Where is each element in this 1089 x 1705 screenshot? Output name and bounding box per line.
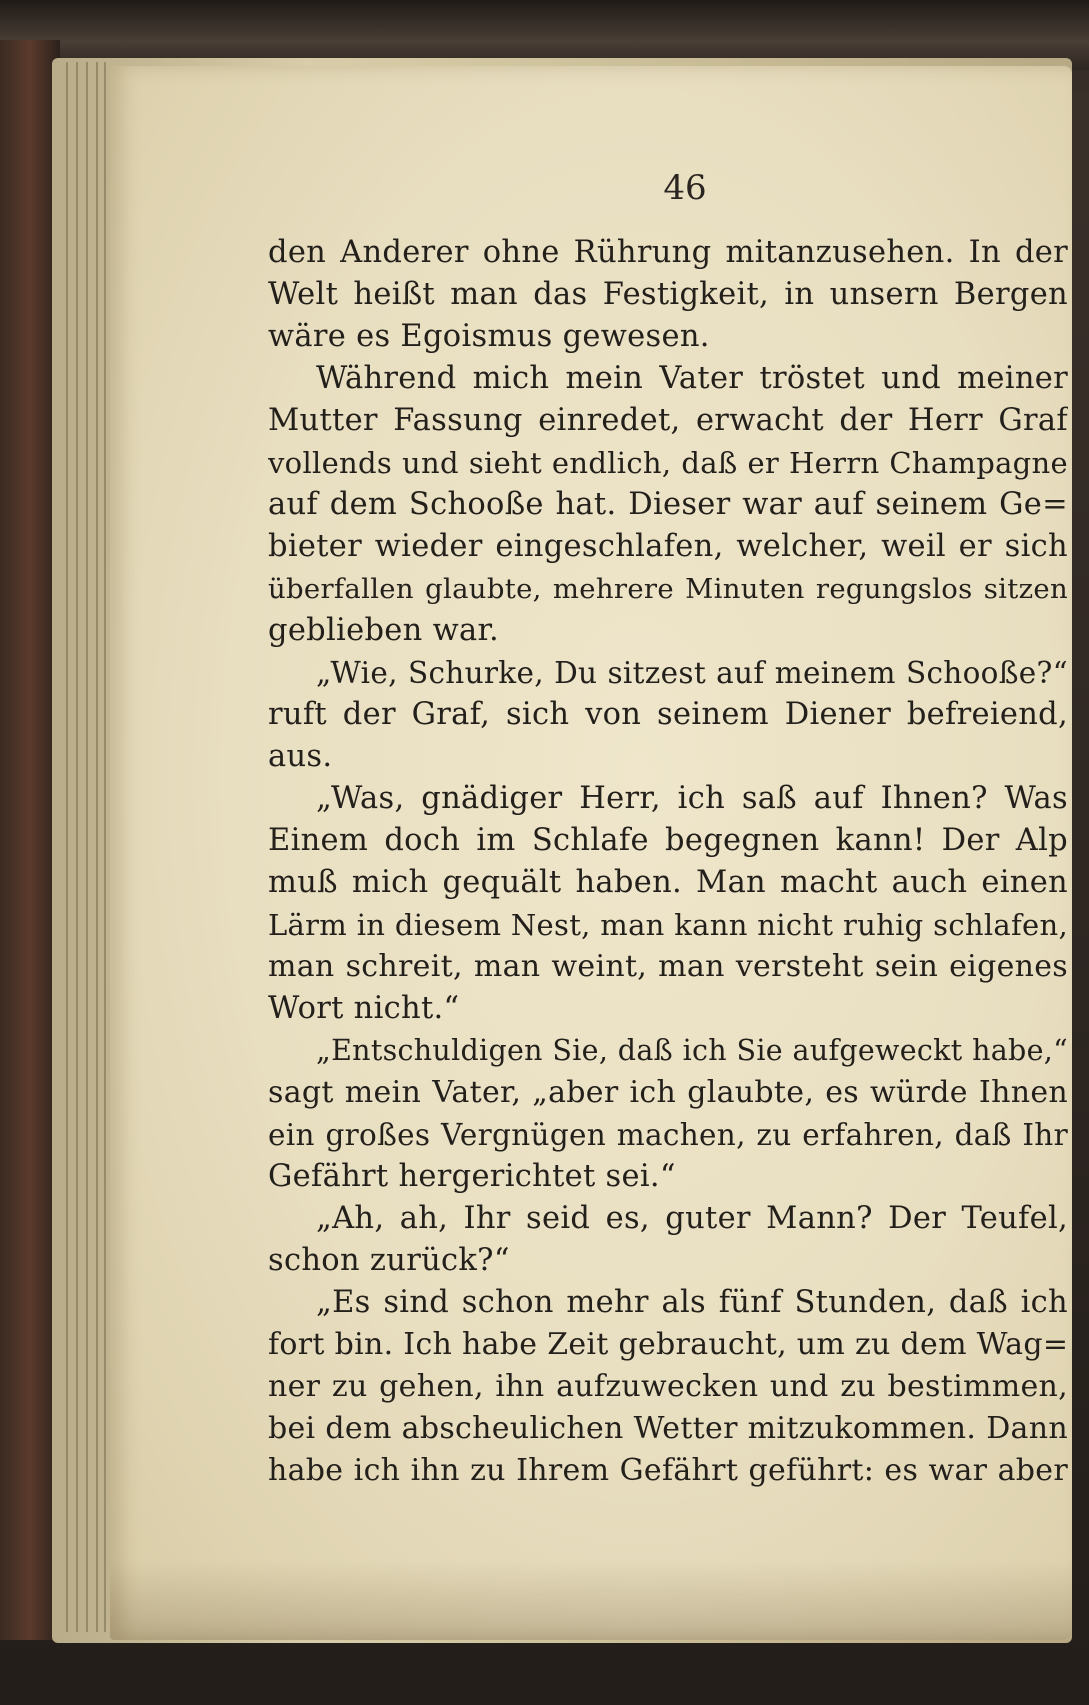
- page-edge-line: [104, 62, 106, 1632]
- text-line: geblieben war.: [268, 613, 499, 648]
- text-line: Wort nicht.“: [268, 991, 460, 1026]
- page-edge-line: [66, 62, 68, 1632]
- text-line: ner zu gehen, ihn aufzuwecken und zu bestimmen,: [268, 1369, 1068, 1404]
- cover-spine-edge: [0, 40, 60, 1640]
- text-line: Lärm in diesem Nest, man kann nicht ruhig schlafen,: [268, 908, 1068, 942]
- text-line: Mutter Fassung einredet, erwacht der Herr Graf: [268, 403, 1068, 438]
- page-number: 46: [663, 168, 707, 208]
- page-bottom-shadow: [110, 1560, 1072, 1640]
- text-line: habe ich ihn zu Ihrem Gefährt geführt: es war aber: [268, 1453, 1068, 1488]
- text-line: man schreit, man weint, man versteht sein eigenes: [268, 949, 1068, 984]
- text-line: vollends und sieht endlich, daß er Herrn Champagne: [268, 446, 1068, 480]
- text-line: Während mich mein Vater tröstet und meiner: [316, 361, 1068, 396]
- text-line: muß mich gequält haben. Man macht auch einen: [268, 865, 1068, 900]
- text-line: „Ah, ah, Ihr seid es, guter Mann? Der Teufel,: [316, 1201, 1068, 1236]
- text-line: aus.: [268, 739, 333, 774]
- text-line: Welt heißt man das Festigkeit, in unsern Bergen: [268, 277, 1068, 312]
- text-line: „Was, gnädiger Herr, ich saß auf Ihnen? Was: [316, 781, 1068, 816]
- text-line: „Es sind schon mehr als fünf Stunden, daß ich: [316, 1285, 1068, 1320]
- text-line: Gefährt hergerichtet sei.“: [268, 1159, 676, 1194]
- text-line: „Entschuldigen Sie, daß ich Sie aufgeweckt habe,“: [316, 1034, 1068, 1067]
- text-line: fort bin. Ich habe Zeit gebraucht, um zu dem Wag=: [268, 1327, 1068, 1362]
- page-edge-line: [76, 62, 78, 1632]
- text-line: überfallen glaubte, mehrere Minuten regungslos sitzen: [268, 573, 1068, 605]
- page-edge-line: [86, 62, 88, 1632]
- page-text: [268, 232, 1068, 1492]
- text-line: Einem doch im Schlafe begegnen kann! Der Alp: [268, 823, 1068, 858]
- text-line: sagt mein Vater, „aber ich glaubte, es würde Ihnen: [268, 1075, 1068, 1110]
- text-line: bieter wieder eingeschlafen, welcher, weil er sich: [268, 529, 1068, 564]
- text-line: ruft der Graf, sich von seinem Diener befreiend,: [268, 697, 1068, 732]
- text-line: schon zurück?“: [268, 1243, 510, 1278]
- text-line: ein großes Vergnügen machen, zu erfahren, daß Ihr: [268, 1118, 1068, 1152]
- text-line: wäre es Egoismus gewesen.: [268, 319, 710, 354]
- text-line: „Wie, Schurke, Du sitzest auf meinem Schooße?“: [316, 656, 1068, 690]
- text-line: auf dem Schooße hat. Dieser war auf seinem Ge=: [268, 487, 1068, 522]
- page-edge-line: [96, 62, 98, 1632]
- text-line: den Anderer ohne Rührung mitanzusehen. In der: [268, 235, 1068, 270]
- text-line: bei dem abscheulichen Wetter mitzukommen. Dann: [268, 1411, 1068, 1446]
